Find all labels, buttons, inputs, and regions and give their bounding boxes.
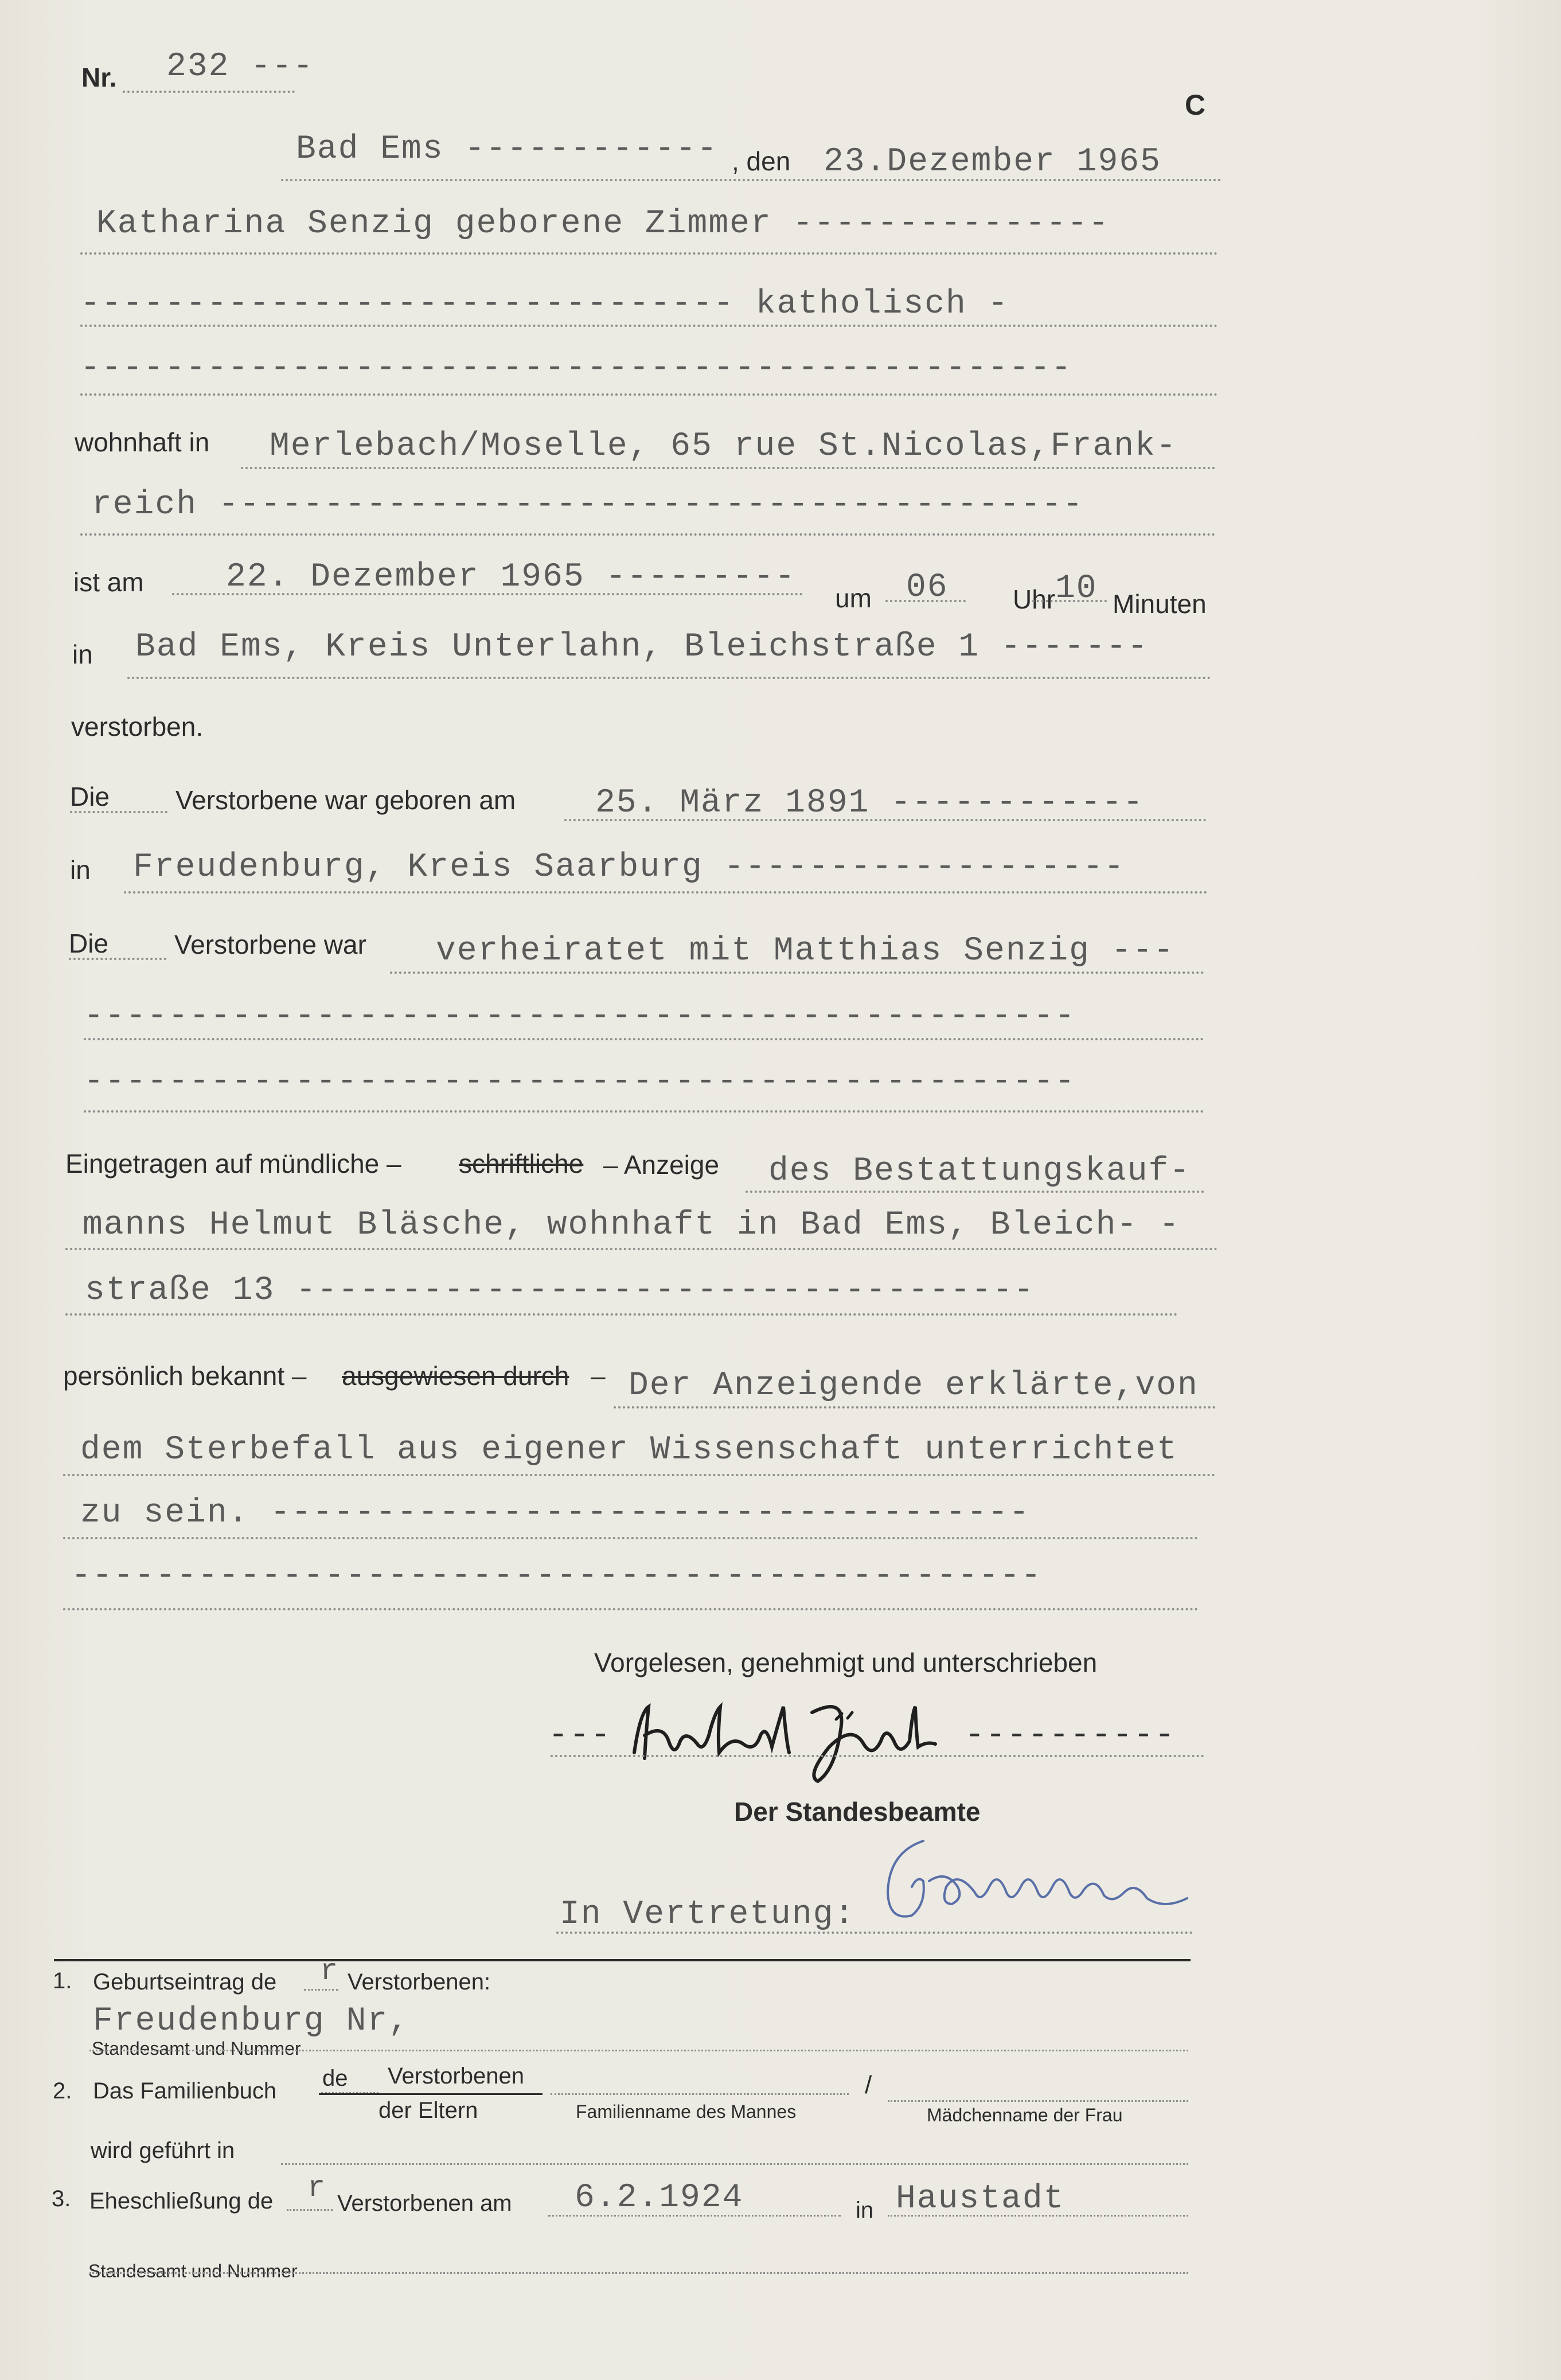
minutes-dotline [1032,600,1107,602]
item2-number: 2. [53,2078,72,2104]
birth-place-dotline [124,891,1208,894]
minuten-label: Minuten [1113,589,1207,619]
nr-label: Nr. [81,63,117,92]
vertretung-label: In Vertretung: [560,1896,856,1933]
date-dotline [281,179,1222,181]
deceased-name: Katharina Senzig geborene Zimmer --------------- [96,205,1110,243]
death-hour: 06 [906,569,949,606]
item3-place-dotline [888,2215,1188,2217]
hour-dotline [885,600,966,602]
registration-dotline-4 [614,1406,1216,1409]
registration-dotline-2 [65,1248,1218,1250]
registration-dotline-5 [63,1474,1216,1476]
item2-de: de [322,2066,348,2091]
vertretung-dotline [556,1932,1193,1934]
marital-die-dotline [69,958,166,960]
residence-dotline-2 [80,533,1216,536]
filler-dotline [80,393,1218,396]
verstorben-label: verstorben. [71,712,204,742]
registration-line-7: ---------------------------------------------- [71,1558,1043,1595]
filler-line: ----------------------------------------------- [80,350,1072,387]
death-place-dotline [127,677,1211,679]
item2-mann-dotline [551,2093,849,2095]
official-signature [877,1818,1199,1933]
anzeige-label: – Anzeige [603,1150,720,1180]
marital-status: verheiratet mit Matthias Senzig --- [436,933,1175,970]
standesbeamte-label: Der Standesbeamte [734,1797,981,1827]
birth-in-label: in [70,855,91,885]
vorgelesen-text: Vorgelesen, genehmigt und unterschrieben [594,1648,1098,1677]
registration-dotline-1 [746,1191,1204,1193]
marital-dotline [390,971,1204,974]
item1-superscript: r [320,1954,339,1988]
item2-verstorbenen: Verstorbenen [388,2063,524,2089]
item3-superscript: r [307,2171,327,2205]
birth-date-dotline [564,819,1207,821]
maedchenname-caption: Mädchenname der Frau [927,2105,1123,2125]
birth-date: 25. März 1891 ------------ [595,785,1144,822]
registration-line-5: dem Sterbefall aus eigener Wissenschaft unterrichtet [80,1431,1178,1469]
marital-filler-dotline-1 [84,1038,1204,1040]
informant-dotline [551,1755,1204,1757]
item3-date: 6.2.1924 [575,2179,744,2217]
item2-eltern: der Eltern [378,2098,478,2123]
marital-die-label: Die [69,928,109,958]
death-in-label: in [72,639,93,669]
schriftliche-label: schriftliche [459,1149,584,1179]
bekannt-label: persönlich bekannt – [63,1361,307,1391]
eingetragen-label: Eingetragen auf mündliche – [65,1149,401,1179]
marital-war-label: Verstorbene war [174,930,366,959]
residence-label: wohnhaft in [75,427,210,457]
marital-filler-1: ----------------------------------------------- [84,998,1076,1035]
item3-standesamt-caption: Standesamt und Nummer [88,2261,298,2281]
death-minutes: 10 [1055,570,1098,607]
item1-number: 1. [53,1968,72,1993]
item1-label-a: Geburtseintrag de [93,1969,277,1995]
form-letter: C [1185,89,1206,121]
item2-fraction-line [319,2093,543,2095]
registration-dotline-6 [63,1537,1199,1539]
ausgewiesen-label: ausgewiesen durch [342,1361,569,1391]
informant-signature [623,1690,955,1787]
item3-label-a: Eheschließung de [89,2188,274,2214]
den-label: , den [732,146,791,176]
religion-dotline [80,325,1218,327]
registration-line-1: des Bestattungskauf- [768,1153,1191,1190]
bekannt-dash: – [591,1361,606,1391]
familienname-caption: Familienname des Mannes [576,2101,797,2122]
item2-label: Das Familienbuch [93,2078,277,2104]
death-date-dotline [172,593,803,595]
birth-geboren-label: Verstorbene war geboren am [175,785,516,815]
item1-standesamt-caption: Standesamt und Nummer [92,2038,301,2059]
item3-date-dotline [548,2215,841,2217]
birth-die-dotline [70,811,167,813]
registration-date: 23.Dezember 1965 [824,143,1161,181]
footer-divider [54,1959,1191,1961]
item3-place: Haustadt [896,2180,1065,2218]
residence-dotline-1 [241,467,1216,469]
item1-value: Freudenburg Nr, [93,2003,410,2040]
residence-line-1: Merlebach/Moselle, 65 rue St.Nicolas,Frank- [270,428,1177,465]
registration-place: Bad Ems ------------ [296,131,719,168]
death-date: 22. Dezember 1965 --------- [226,559,796,596]
registration-line-6: zu sein. ------------------------------------ [80,1495,1031,1532]
um-label: um [835,583,872,613]
birth-place: Freudenburg, Kreis Saarburg ------------------- [133,849,1125,886]
marital-filler-dotline-2 [84,1110,1204,1113]
item2-frau-dotline [888,2100,1188,2102]
death-place: Bad Ems, Kreis Unterlahn, Bleichstraße 1 ------- [135,629,1149,666]
uhr-label: Uhr [1013,584,1056,614]
item1-dotline [89,2050,1188,2051]
ist-am-label: ist am [73,567,144,597]
item3-in-label: in [856,2198,874,2223]
nr-dotline [123,91,295,93]
registration-line-3: straße 13 ----------------------------------- [85,1272,1035,1309]
informant-suffix: ---------- [965,1717,1176,1754]
name-dotline [80,252,1218,255]
religion-line: ------------------------------- katholisch - [80,286,1009,323]
item3-number: 3. [52,2186,71,2211]
wird-gefuehrt-dotline [281,2163,1188,2165]
wird-gefuehrt-label: wird geführt in [91,2138,235,2163]
item3-standesamt-dotline [89,2272,1188,2274]
item3-label-b: Verstorbenen am [337,2191,512,2216]
item3-sup-dotline [287,2209,333,2211]
marital-filler-2: ----------------------------------------------- [84,1063,1076,1101]
residence-line-2: reich ----------------------------------------- [92,486,1084,524]
registration-dotline-3 [65,1313,1178,1316]
item2-slash: / [865,2071,872,2099]
item1-sup-dotline [304,1989,338,1991]
item1-label-b: Verstorbenen: [348,1969,491,1995]
registration-dotline-7 [63,1608,1199,1610]
birth-die-label: Die [70,782,110,811]
informant-prefix: --- [548,1717,612,1754]
registration-line-2: manns Helmut Bläsche, wohnhaft in Bad Ems, Bleich- - [83,1207,1180,1244]
registration-line-4: Der Anzeigende erklärte,von [629,1367,1199,1404]
nr-value: 232 --- [166,48,314,85]
